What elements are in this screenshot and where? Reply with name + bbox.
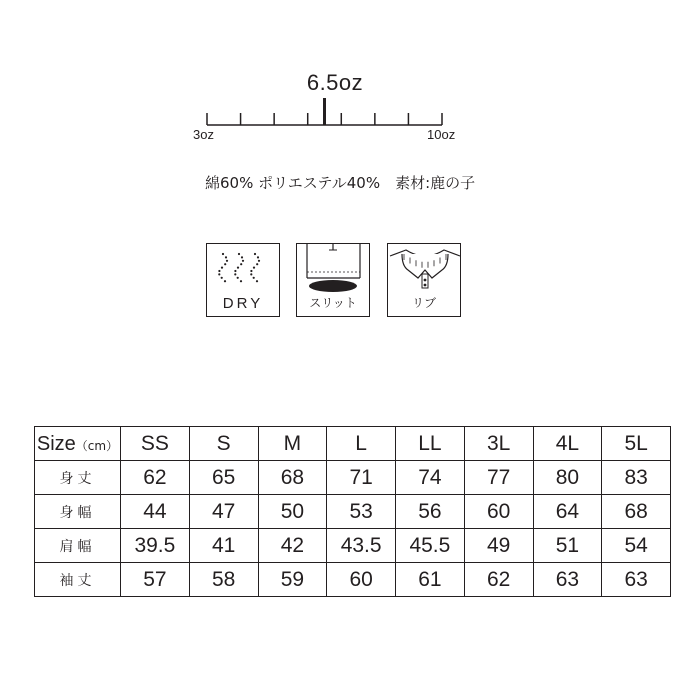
fabric-weight-scale <box>0 0 700 160</box>
table-row <box>35 529 671 563</box>
table-cell: 71 <box>327 461 396 495</box>
feature-slit <box>296 243 370 317</box>
table-cell: 65 <box>189 461 258 495</box>
table-cell: 83 <box>602 461 671 495</box>
table-cell: 47 <box>189 495 258 529</box>
table-cell: 59 <box>258 563 327 597</box>
table-cell: 49 <box>464 529 533 563</box>
size-table <box>34 426 671 597</box>
size-table-header-row <box>35 427 671 461</box>
feature-slit-label: スリット <box>309 296 357 310</box>
size-header-cell <box>35 427 121 461</box>
table-cell: 68 <box>602 495 671 529</box>
size-col-header: S <box>189 427 258 461</box>
table-cell: 54 <box>602 529 671 563</box>
size-col-header: LL <box>396 427 465 461</box>
row-label: 肩幅 <box>35 529 121 563</box>
table-cell: 62 <box>121 461 190 495</box>
size-col-header: L <box>327 427 396 461</box>
table-cell: 68 <box>258 461 327 495</box>
table-cell: 42 <box>258 529 327 563</box>
table-cell: 41 <box>189 529 258 563</box>
scale-max-label: 10oz <box>427 127 456 142</box>
table-cell: 60 <box>327 563 396 597</box>
table-row <box>35 495 671 529</box>
feature-dry-label: DRY <box>222 295 264 312</box>
table-cell: 58 <box>189 563 258 597</box>
material-description: 綿60% ポリエステル40% 素材:鹿の子 <box>205 174 476 192</box>
size-col-header: SS <box>121 427 190 461</box>
size-header-label: Size <box>36 432 76 455</box>
table-cell: 56 <box>396 495 465 529</box>
row-label: 袖丈 <box>35 563 121 597</box>
size-col-header: M <box>258 427 327 461</box>
table-cell: 64 <box>533 495 602 529</box>
table-cell: 74 <box>396 461 465 495</box>
table-row <box>35 563 671 597</box>
table-cell: 39.5 <box>121 529 190 563</box>
row-label: 身幅 <box>35 495 121 529</box>
feature-rib-label: リブ <box>411 296 436 310</box>
table-cell: 57 <box>121 563 190 597</box>
table-row <box>35 461 671 495</box>
size-header-unit: （cm） <box>75 438 119 453</box>
table-cell: 44 <box>121 495 190 529</box>
scale-min-label: 3oz <box>193 127 214 142</box>
table-cell: 80 <box>533 461 602 495</box>
table-cell: 43.5 <box>327 529 396 563</box>
table-cell: 61 <box>396 563 465 597</box>
table-cell: 63 <box>533 563 602 597</box>
size-col-header: 3L <box>464 427 533 461</box>
table-cell: 60 <box>464 495 533 529</box>
table-cell: 62 <box>464 563 533 597</box>
table-cell: 63 <box>602 563 671 597</box>
size-col-header: 5L <box>602 427 671 461</box>
feature-dry <box>206 243 280 317</box>
fabric-weight-value: 6.5oz <box>306 70 364 95</box>
table-cell: 45.5 <box>396 529 465 563</box>
table-cell: 77 <box>464 461 533 495</box>
feature-rib <box>387 243 461 317</box>
table-cell: 51 <box>533 529 602 563</box>
table-cell: 53 <box>327 495 396 529</box>
table-cell: 50 <box>258 495 327 529</box>
row-label: 身丈 <box>35 461 121 495</box>
size-col-header: 4L <box>533 427 602 461</box>
